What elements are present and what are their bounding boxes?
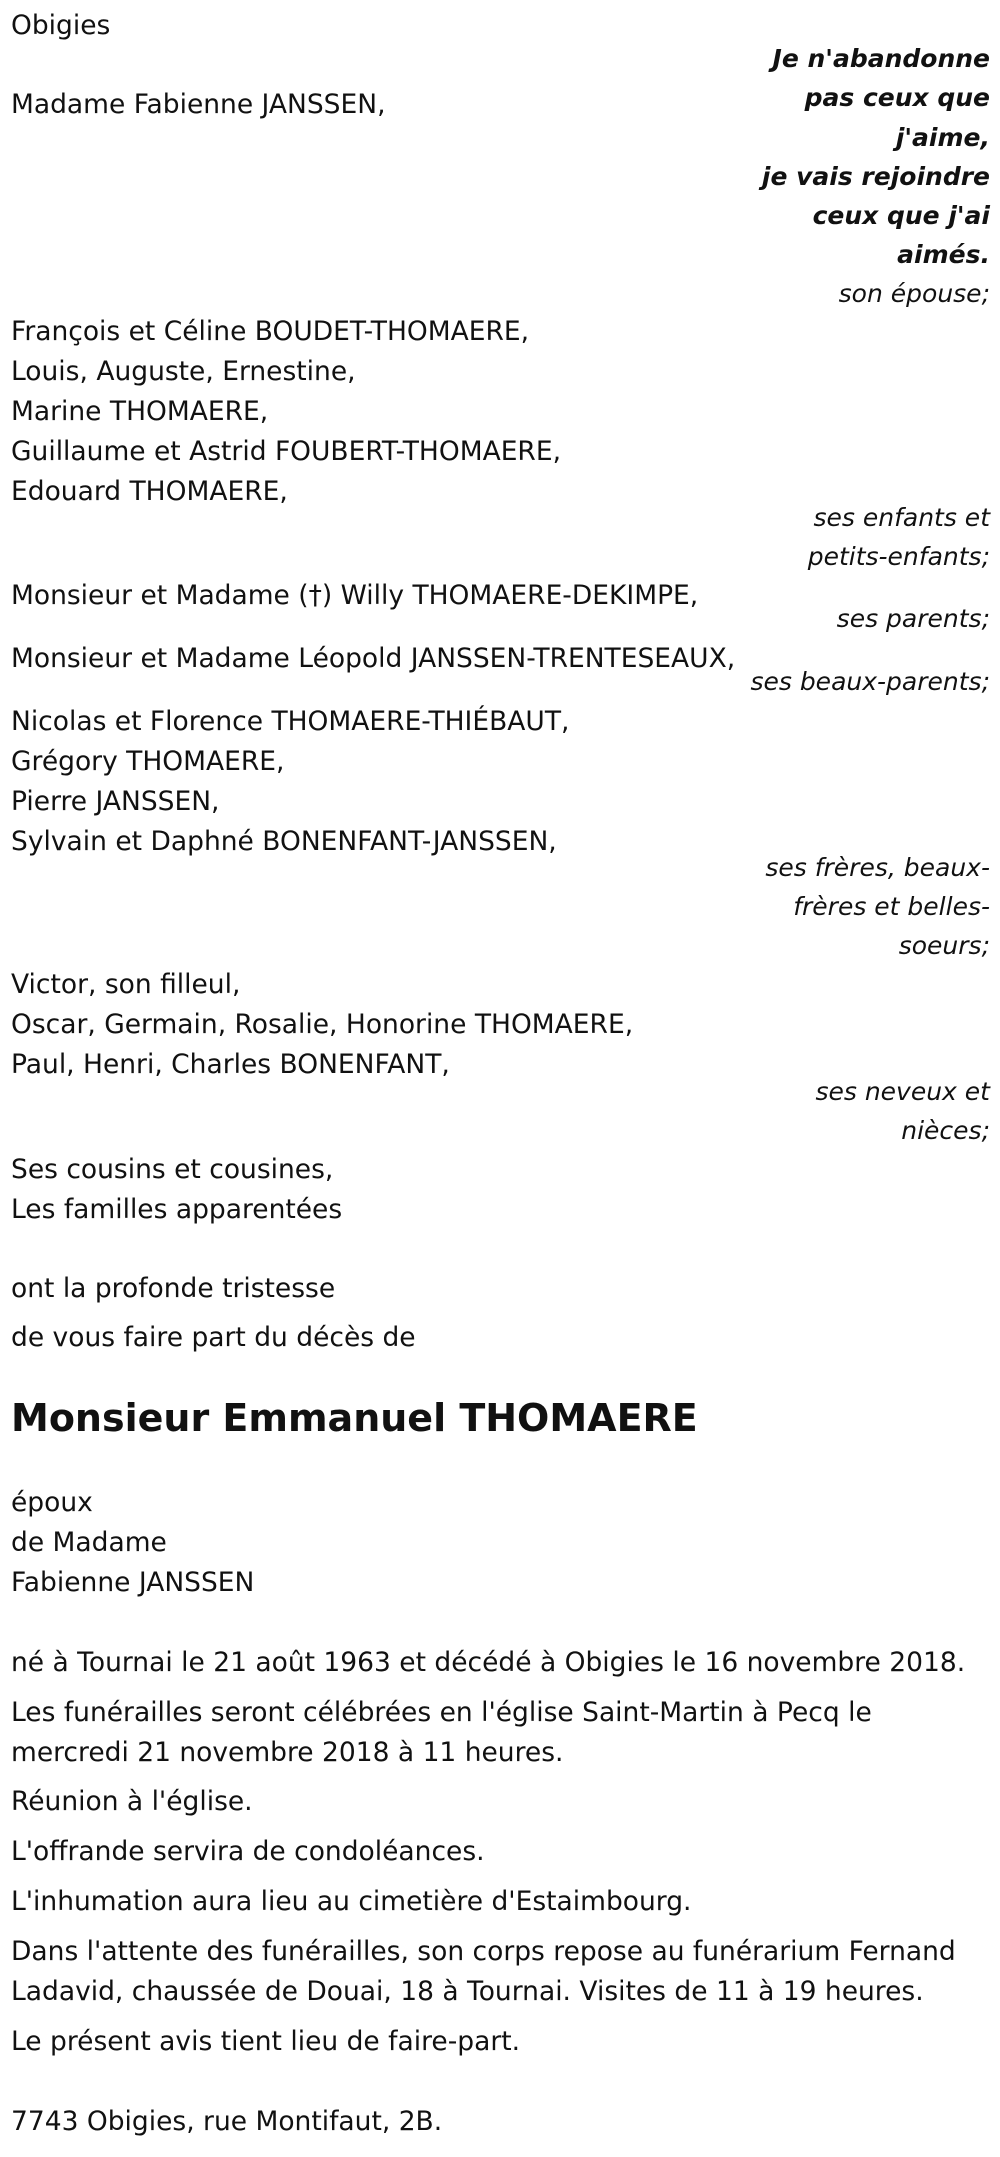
quote-line: ceux que j'ai: [812, 201, 990, 230]
detail-line: Réunion à l'église.: [11, 1786, 253, 1817]
others-line: Les familles apparentées: [11, 1194, 343, 1225]
detail-line: Le présent avis tient lieu de faire-part.: [11, 2026, 521, 2057]
detail-line: L'offrande servira de condoléances.: [11, 1836, 485, 1867]
family-name-line: Grégory THOMAERE,: [11, 746, 285, 777]
detail-line: né à Tournai le 21 août 1963 et décédé à Obigies le 16 novembre 2018.: [11, 1647, 966, 1678]
relation-label: ses beaux-parents;: [750, 667, 990, 696]
relation-label: ses enfants et: [813, 503, 990, 532]
others-line: Ses cousins et cousines,: [11, 1154, 334, 1185]
parents-name: Monsieur et Madame (†) Willy THOMAERE-DEKIMPE,: [11, 580, 699, 611]
family-name-line: Guillaume et Astrid FOUBERT-THOMAERE,: [11, 436, 562, 467]
place-header: Obigies: [11, 10, 111, 41]
widow-name: Madame Fabienne JANSSEN,: [11, 89, 386, 120]
detail-line: mercredi 21 novembre 2018 à 11 heures.: [11, 1737, 564, 1768]
relation-label: nièces;: [901, 1116, 990, 1145]
deceased-name: Monsieur Emmanuel THOMAERE: [11, 1396, 698, 1440]
relation-label: ses parents;: [836, 604, 990, 633]
family-name-line: Nicolas et Florence THOMAERE-THIÉBAUT,: [11, 706, 570, 737]
detail-line: Les funérailles seront célébrées en l'église Saint-Martin à Pecq le: [11, 1697, 872, 1728]
quote-line: aimés.: [897, 240, 990, 269]
relation-label: ses frères, beaux-: [765, 853, 990, 882]
quote-line: pas ceux que: [804, 83, 990, 112]
quote-line: Je n'abandonne: [772, 44, 990, 73]
family-name-line: Sylvain et Daphné BONENFANT-JANSSEN,: [11, 826, 557, 857]
family-name-line: Marine THOMAERE,: [11, 396, 269, 427]
relation-label: petits-enfants;: [807, 542, 990, 571]
detail-line: Ladavid, chaussée de Douai, 18 à Tournai. Visites de 11 à 19 heures.: [11, 1976, 924, 2007]
widow-role: son épouse;: [838, 279, 990, 308]
detail-line: L'inhumation aura lieu au cimetière d'Estaimbourg.: [11, 1886, 692, 1917]
spouse-line: Fabienne JANSSEN: [11, 1567, 255, 1598]
announcement-line: ont la profonde tristesse: [11, 1273, 336, 1304]
spouse-line: époux: [11, 1487, 93, 1518]
address: 7743 Obigies, rue Montifaut, 2B.: [11, 2106, 443, 2137]
relation-label: soeurs;: [898, 931, 990, 960]
parents-in-law-name: Monsieur et Madame Léopold JANSSEN-TRENTESEAUX,: [11, 643, 736, 674]
quote-line: je vais rejoindre: [761, 162, 990, 191]
spouse-line: de Madame: [11, 1527, 167, 1558]
family-name-line: Paul, Henri, Charles BONENFANT,: [11, 1049, 450, 1080]
relation-label: ses neveux et: [815, 1077, 990, 1106]
family-name-line: Victor, son filleul,: [11, 969, 241, 1000]
announcement-line: de vous faire part du décès de: [11, 1322, 416, 1353]
family-name-line: François et Céline BOUDET-THOMAERE,: [11, 316, 530, 347]
family-name-line: Edouard THOMAERE,: [11, 476, 288, 507]
family-name-line: Louis, Auguste, Ernestine,: [11, 356, 356, 387]
family-name-line: Pierre JANSSEN,: [11, 786, 220, 817]
quote-line: j'aime,: [895, 123, 990, 152]
relation-label: frères et belles-: [793, 892, 990, 921]
family-name-line: Oscar, Germain, Rosalie, Honorine THOMAERE,: [11, 1009, 634, 1040]
detail-line: Dans l'attente des funérailles, son corps repose au funérarium Fernand: [11, 1936, 956, 1967]
